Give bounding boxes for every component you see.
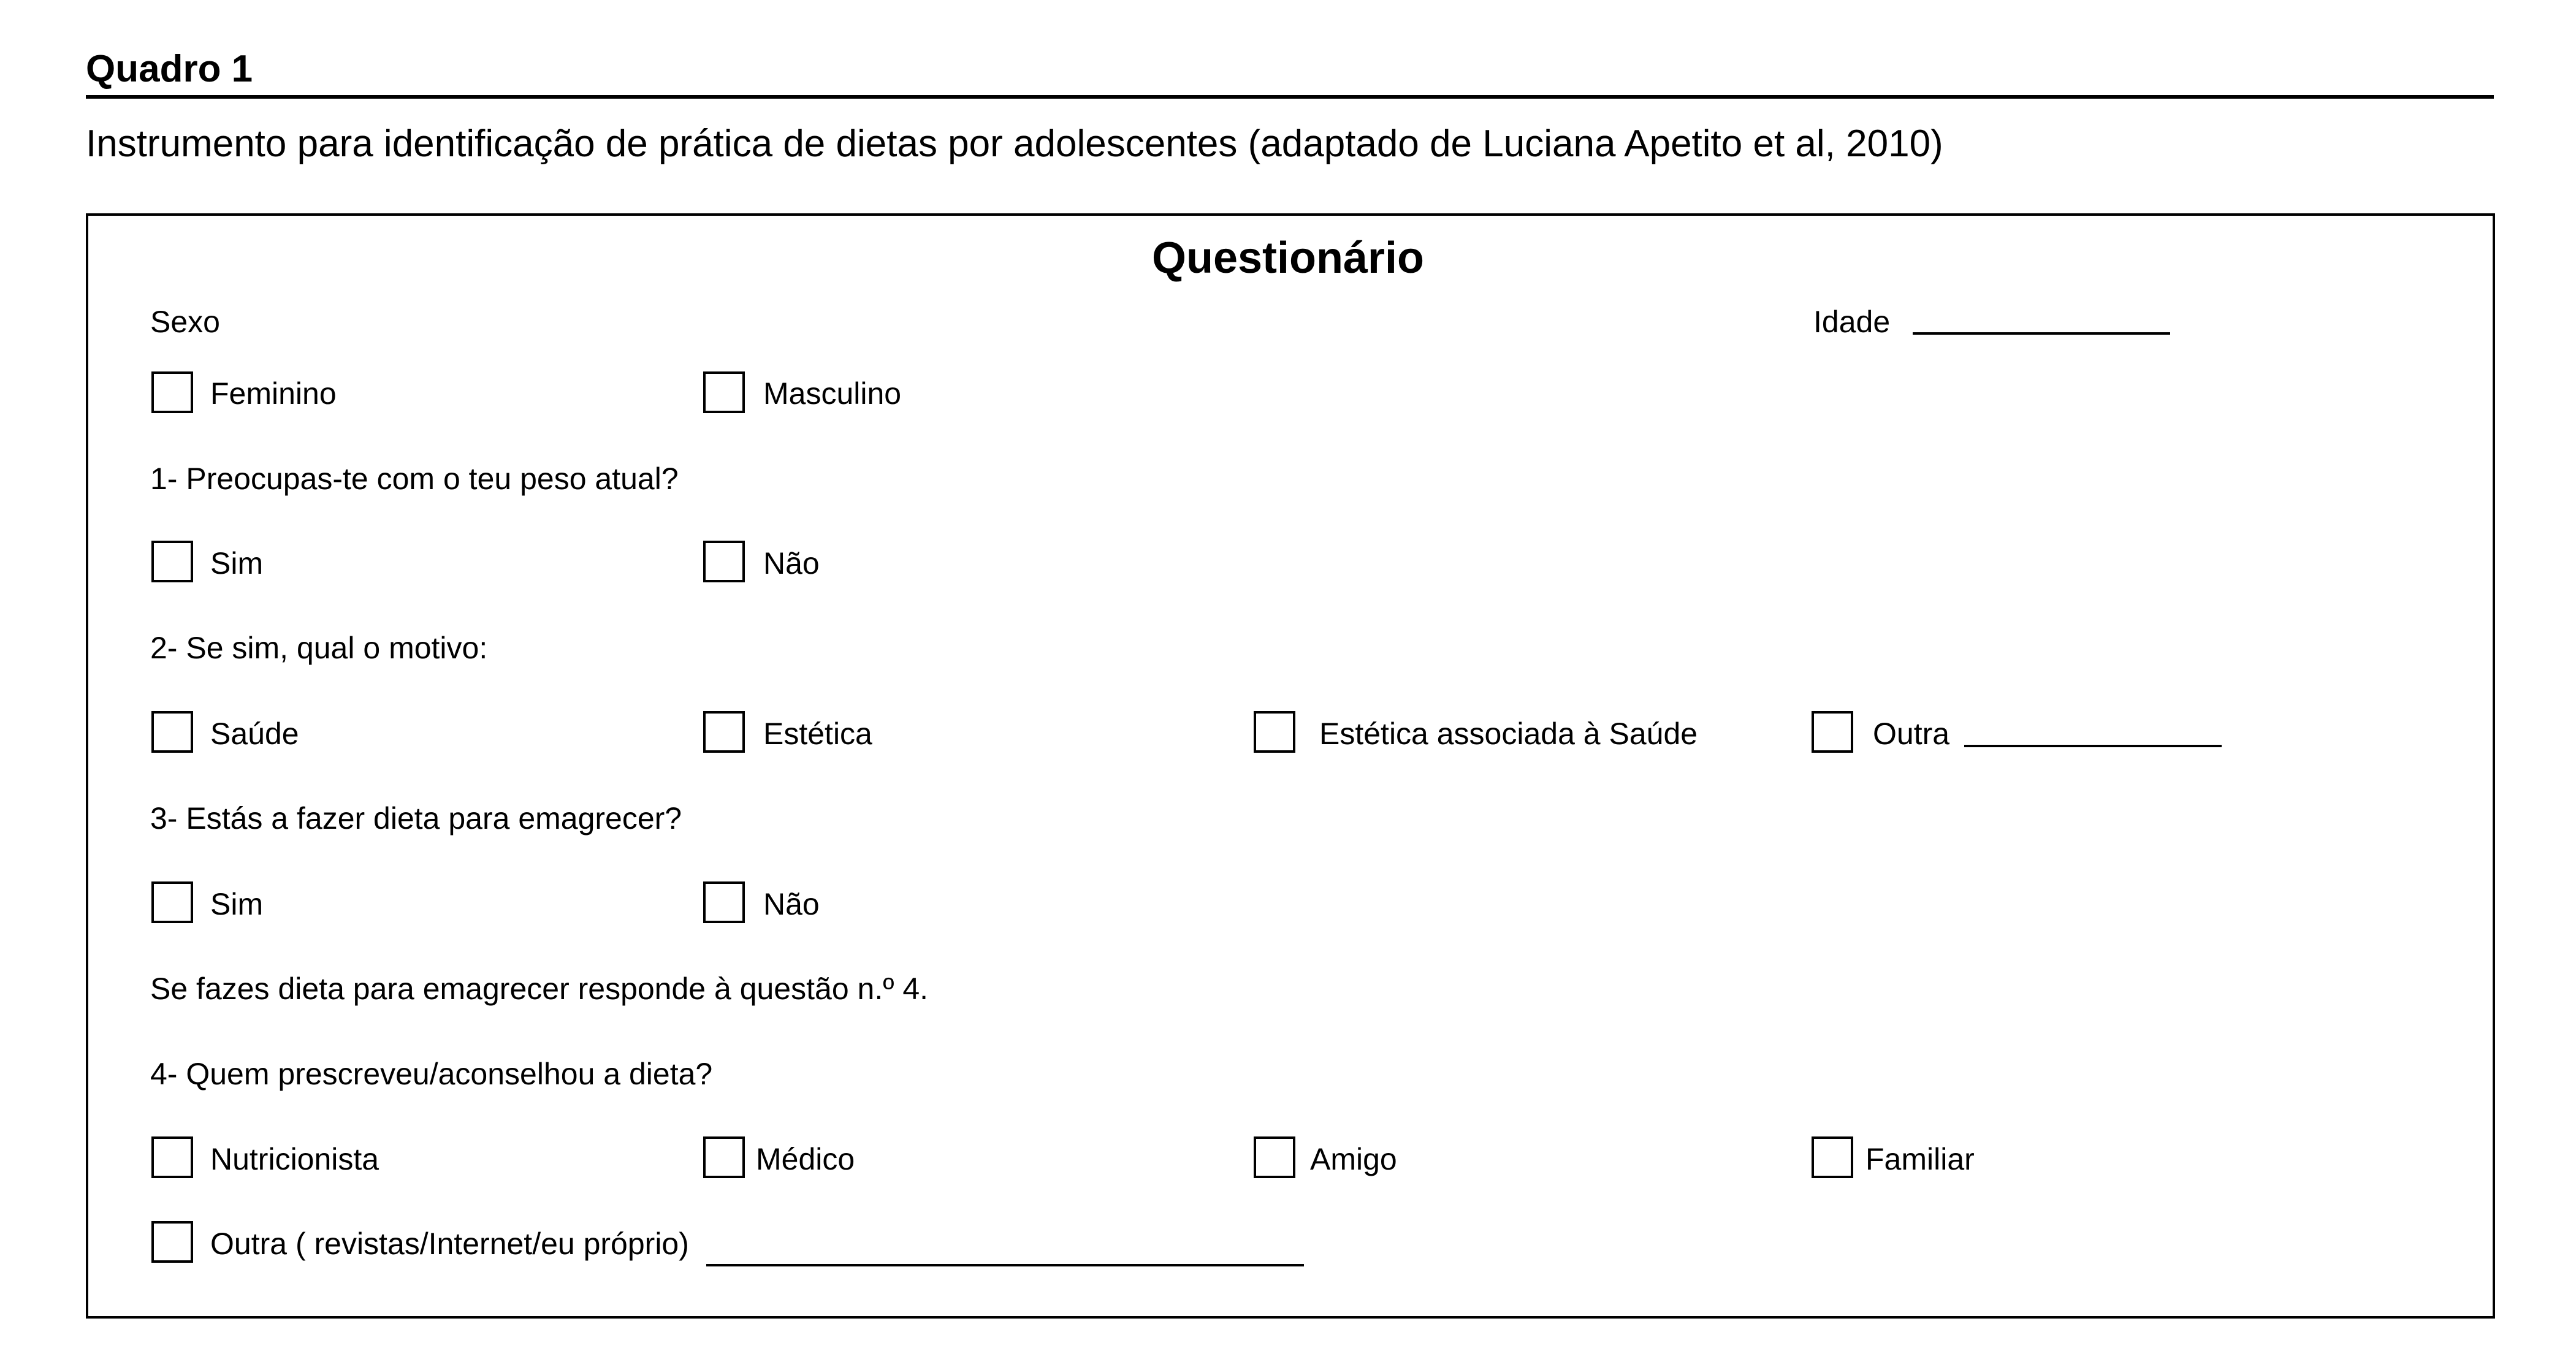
question-3-text: 3- Estás a fazer dieta para emagrecer? (150, 801, 682, 836)
option-label-q4-familiar: Familiar (1865, 1142, 1975, 1176)
figure-caption: Instrumento para identificação de prática de dietas por adolescentes (adaptado de Luciana Apetito et al, 2010) (86, 123, 1943, 165)
option-label-q4-outra: Outra ( revistas/Internet/eu próprio) (210, 1227, 689, 1261)
question-1-text: 1- Preocupas-te com o teu peso atual? (150, 462, 679, 496)
age-input[interactable] (1913, 308, 2170, 335)
option-label-feminino: Feminino (210, 376, 337, 411)
checkbox-q2-estetica-saude[interactable] (1254, 711, 1295, 753)
sex-label: Sexo (150, 305, 220, 339)
q2-other-input[interactable] (1964, 720, 2222, 747)
checkbox-masculino[interactable] (703, 371, 745, 413)
option-label-q4-nutricionista: Nutricionista (210, 1142, 379, 1176)
checkbox-q4-familiar[interactable] (1812, 1136, 1853, 1178)
option-label-q4-amigo: Amigo (1310, 1142, 1397, 1176)
checkbox-q4-medico[interactable] (703, 1136, 745, 1178)
checkbox-q4-nutricionista[interactable] (151, 1136, 193, 1178)
option-label-q3-sim: Sim (210, 887, 264, 921)
option-label-q2-saude: Saúde (210, 717, 299, 751)
checkbox-q1-sim[interactable] (151, 541, 193, 582)
checkbox-q3-nao[interactable] (703, 881, 745, 923)
questionnaire-title: Questionário (1151, 234, 1425, 283)
question-4-text: 4- Quem prescreveu/aconselhou a dieta? (150, 1057, 713, 1091)
instruction-text: Se fazes dieta para emagrecer responde à questão n.º 4. (150, 972, 929, 1006)
option-label-q1-sim: Sim (210, 546, 264, 581)
heading-rule (86, 95, 2494, 99)
question-2-text: 2- Se sim, qual o motivo: (150, 631, 488, 665)
option-label-q1-nao: Não (763, 546, 820, 581)
option-label-masculino: Masculino (763, 376, 902, 411)
figure-heading: Quadro 1 (86, 48, 253, 90)
checkbox-q2-outra[interactable] (1812, 711, 1853, 753)
checkbox-q3-sim[interactable] (151, 881, 193, 923)
option-label-q2-estetica-saude: Estética associada à Saúde (1319, 717, 1698, 751)
checkbox-q2-estetica[interactable] (703, 711, 745, 753)
checkbox-feminino[interactable] (151, 371, 193, 413)
option-label-q2-estetica: Estética (763, 717, 872, 751)
q4-other-input[interactable] (706, 1239, 1304, 1266)
checkbox-q2-saude[interactable] (151, 711, 193, 753)
option-label-q4-medico: Médico (756, 1142, 855, 1176)
checkbox-q4-amigo[interactable] (1254, 1136, 1295, 1178)
checkbox-q4-outra[interactable] (151, 1221, 193, 1263)
option-label-q2-outra: Outra (1873, 717, 1950, 751)
age-label: Idade (1813, 305, 1891, 339)
checkbox-q1-nao[interactable] (703, 541, 745, 582)
option-label-q3-nao: Não (763, 887, 820, 921)
